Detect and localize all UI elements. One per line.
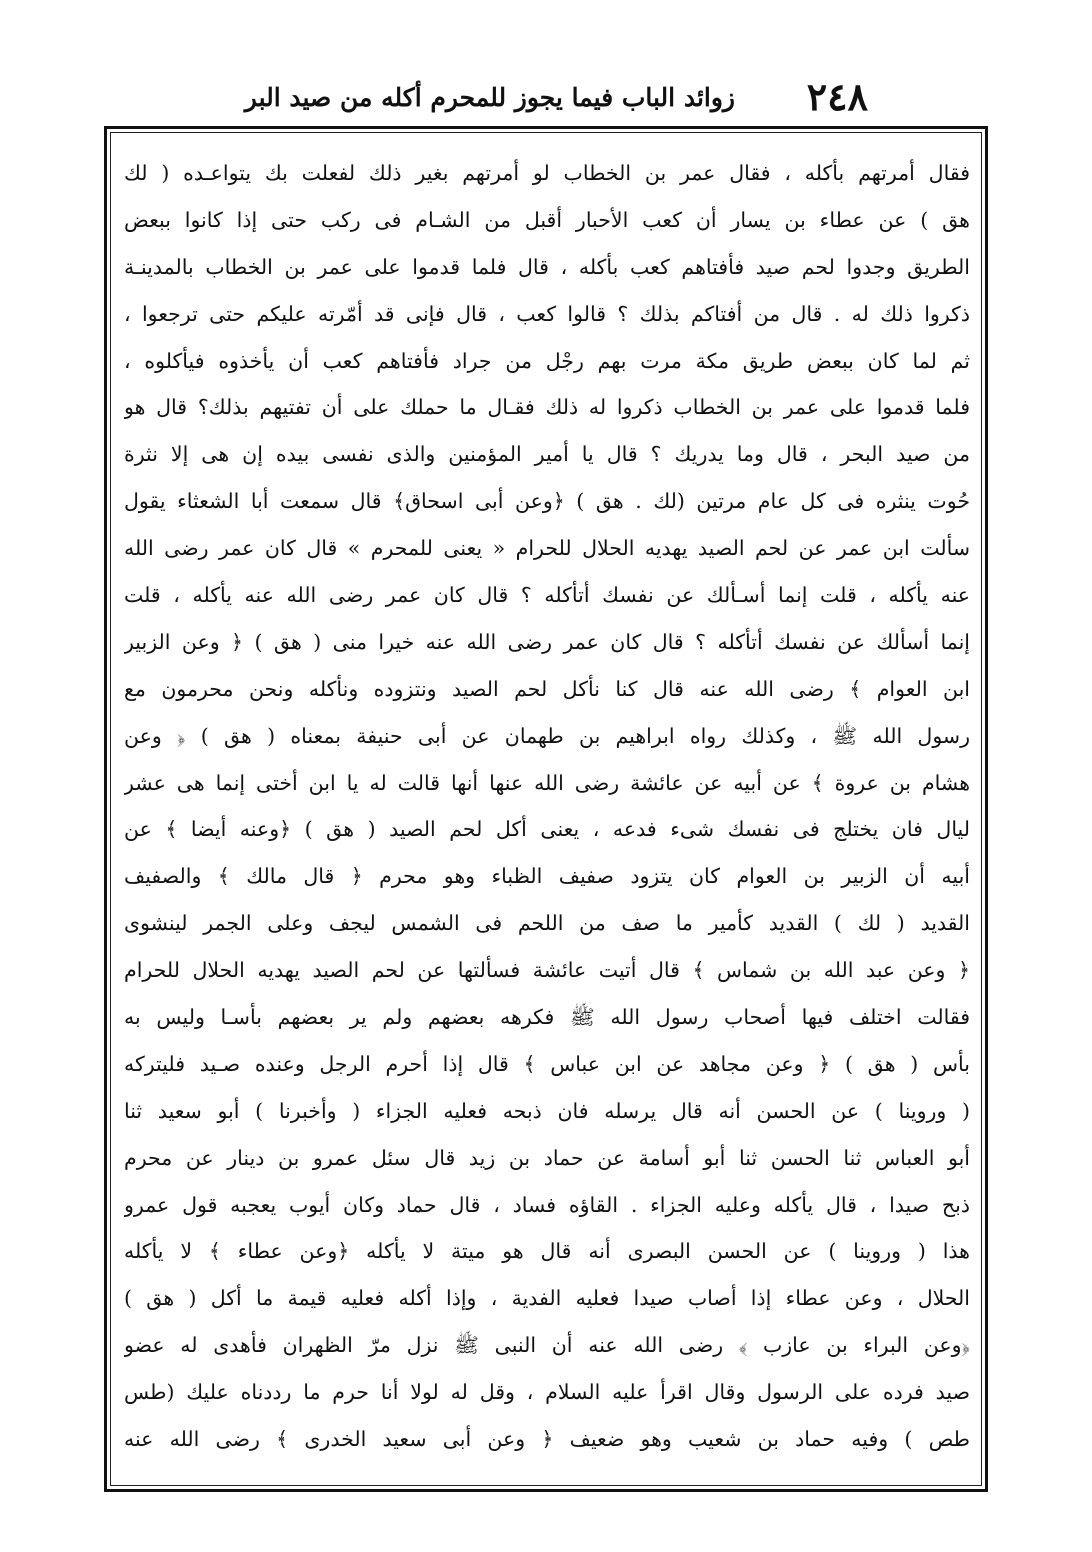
text-line: ذكروا ذلك له . قال من أفتاكم بذلك ؟ قالوا كعب ، قال فإنى قد أمّرته عليكم حتى ترجعوا ، — [124, 301, 970, 326]
text-line: ﴿ وعن عبد الله بن شماس ﴾ قال أتيت عائشة فسألتها عن لحم الصيد يهديه الحلال للحرام — [124, 958, 970, 983]
page-header — [240, 72, 880, 122]
text-line: ﴿وعن البراء بن عازب ﴾ رضى الله عنه أن النبى ﷺ نزل مرّ الظهران فأهدى له عضو — [124, 1333, 970, 1358]
text-line: ( وروينا ) عن الحسن أنه قال يرسله فان ذبحه فعليه الجزاء ( وأخبرنا ) أبو سعيد ثنا — [124, 1098, 970, 1123]
text-line: صيد فرده على الرسول وقال اقرأ عليه السلام ، وقل له لولا أنا حرم ما رددناه عليك (طس — [124, 1380, 970, 1405]
text-line: فقالت اختلف فيها أصحاب رسول الله ﷺ فكرهه بعضهم ولم ير بعضهم بأسـا وليس به — [124, 1005, 970, 1030]
text-line: رسول الله ﷺ ، وكذلك رواه ابراهيم بن طهمان عن أبى حنيفة بمعناه ( هق ) ﴿ وعن — [124, 723, 970, 748]
text-line: الطريق وجدوا لحم صيد فأفتاهم كعب بأكله ، قال فلما قدموا على عمر بن الخطاب بالمدينـة — [124, 254, 970, 279]
text-line: إنما أسألك عن نفسك أتأكله ؟ قال كان عمر رضى الله عنه خيرا منى ( هق ) ﴿ وعن الزبير — [124, 629, 970, 654]
text-line: فقال أمرتهم بأكله ، فقال عمر بن الخطاب لو أمرتهم بغير ذلك لفعلت بك يتواعـده ( لك — [124, 161, 970, 185]
text-line: أبو العباس ثنا الحسن ثنا أبو أسامة عن حماد بن زيد قال سئل عمرو بن دينار عن محرم — [124, 1145, 970, 1170]
text-line: ذبح صيدا ، قال يأكله وعليه الجزاء . القاؤه فساد ، قال حماد وكان أيوب يعجبه قول عمرو — [124, 1192, 970, 1217]
body-text — [124, 150, 970, 1463]
text-line: فلما قدموا على عمر بن الخطاب ذكروا له ذلك فقـال ما حملك على أن تفتيهم بذلك؟ قال هو — [124, 395, 970, 420]
text-line: هذا ( وروينا ) عن الحسن البصرى أنه قال هو ميتة لا يأكله ﴿وعن عطاء ﴾ لا يأكله — [124, 1239, 970, 1264]
text-line: ابن العوام ﴾ رضى الله عنه قال كنا نأكل لحم الصيد ونتزوده ونأكله ونحن محرمون مع — [124, 676, 970, 701]
text-line: سألت ابن عمر عن لحم الصيد يهديه الحلال للحرام « يعنى للمحرم » قال كان عمر رضى الله — [124, 536, 970, 561]
text-line: حُوت ينثره فى كل عام مرتين (لك . هق ) ﴿وعن أبى اسحاق﴾ قال سمعت أبا الشعثاء يقول — [124, 489, 970, 514]
running-title: زوائد الباب فيما يجوز للمحرم أكله من صيد البر — [244, 83, 735, 112]
text-line: ليال فان يختلج فى نفسك شىء فدعه ، يعنى أكل لحم الصيد ( هق ) ﴿وعنه أيضا ﴾ عن — [124, 817, 970, 842]
page-number: ٢٤٨ — [806, 74, 868, 119]
text-line: طص ) وفيه حماد بن شعيب وهو ضعيف ﴿ وعن أبى سعيد الخدرى ﴾ رضى الله عنه — [124, 1427, 970, 1452]
text-line: أبيه أن الزبير بن العوام كان يتزود صفيف الظباء وهو محرم ﴿ قال مالك ﴾ والصفيف — [124, 864, 970, 889]
text-line: بأس ( هق ) ﴿ وعن مجاهد عن ابن عباس ﴾ قال إذا أحرم الرجل وعنده صـيد فليتركه — [124, 1051, 970, 1076]
text-line: هشام بن عروة ﴾ عن أبيه عن عائشة رضى الله عنها أنها قالت له يا ابن أختى إنما هى عشر — [124, 770, 970, 795]
text-line: عنه يأكله ، قلت إنما أسـألك عن نفسك أتأكله ؟ قال كان عمر رضى الله عنه يأكله ، قلت — [124, 583, 970, 608]
text-line: الحلال ، وعن عطاء إذا أصاب صيدا فعليه الفدية ، وإذا أكله فعليه قيمة ما أكل ( هق ) — [124, 1286, 970, 1311]
text-line: من صيد البحر ، قال وما يدريك ؟ قال يا أمير المؤمنين والذى نفسى بيده إن هى إلا نثرة — [124, 442, 970, 467]
text-line: القديد ( لك ) القديد كأمير ما صف من اللحم فى الشمس ليجف وعلى الجمر لينشوى — [124, 911, 970, 936]
text-line: ثم لما كان ببعض طريق مكة مرت بهم رجْل من جراد فأفتاهم كعب أن يأخذوه فيأكلوه ، — [124, 348, 970, 373]
text-line: هق ) عن عطاء بن يسار أن كعب الأحبار أقبل من الشـام فى ركب حتى إذا كانوا ببعض — [124, 207, 970, 232]
